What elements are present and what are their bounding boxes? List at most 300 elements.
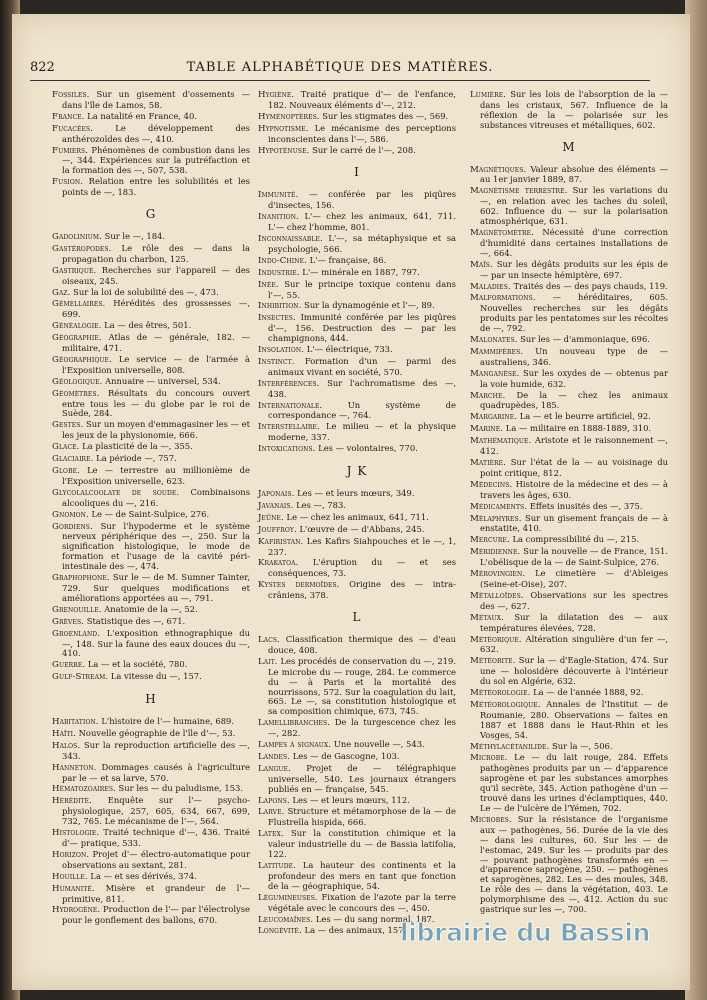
entry-text: Combinaisons alcooliques du —, 216. [62, 486, 250, 508]
index-entry [52, 321, 250, 332]
index-entry [52, 629, 250, 660]
page-header [30, 60, 650, 81]
letter-heading: I [354, 165, 360, 180]
entry-term: Mérovingien. [470, 569, 526, 580]
entry-term: Marche. [470, 390, 506, 401]
entry-text: Observations sur les spectres des —, 627. [480, 589, 669, 611]
entry-term: Lapons. [258, 795, 290, 806]
entry-term: Kafiristan. [258, 536, 304, 547]
index-entry [470, 815, 668, 915]
letter-heading: H [145, 692, 157, 707]
entry-text: Traités des — des pays chauds, 119. [513, 280, 668, 291]
index-entry [470, 186, 668, 227]
entry-term: Malonates. [470, 335, 518, 346]
letter-heading: L [352, 610, 362, 625]
index-entry [52, 522, 250, 573]
entry-text: Les — et leurs mœurs, 112. [292, 794, 410, 805]
entry-term: Géologique. [52, 376, 103, 387]
index-entry [470, 260, 668, 281]
index-entry [258, 657, 456, 717]
entry-text: Traité technique d'—, 436. Traité d'— pratique, 533. [62, 827, 250, 848]
entry-term: Inhibition. [258, 301, 302, 312]
entry-term: Hypoténuse. [258, 145, 310, 156]
entry-text: Le — terrestre au millionième de l'Exposition universelle, 623. [62, 465, 250, 486]
entry-term: Mathématique. [470, 436, 532, 447]
entry-term: Matière. [470, 458, 506, 468]
entry-term: Maladies. [470, 281, 511, 292]
entry-term: Médecins. [470, 479, 513, 490]
index-entry [52, 420, 250, 441]
entry-text: Sur les oxydes de — obtenus par la voie humide, 632. [480, 367, 668, 389]
index-entry [470, 535, 668, 546]
index-entry [258, 379, 456, 400]
entry-text: Sur la dilatation des — aux températures élevées, 728. [480, 611, 668, 633]
entry-text: — héréditaires, 605. Nouvelles recherches sur les dégâts produits par les pentatomes sur les récoltes de —, 792. [480, 292, 669, 334]
index-entry [258, 280, 456, 301]
entry-term: Histologie. [52, 828, 100, 839]
entry-term: Insectes. [258, 313, 296, 324]
entry-text: Recherches sur l'appareil — des oiseaux, 245. [62, 264, 250, 286]
entry-text: Les — et leurs mœurs, 349. [297, 488, 415, 498]
entry-text: Immunité conférée par les piqûres d'—, 156. Destruction des — par les champignons, 444. [268, 312, 456, 344]
entry-text: Sur la dynamogénie et l'—, 89. [304, 300, 435, 311]
entry-text: Statistique des —, 671. [86, 615, 186, 626]
index-entry [470, 228, 668, 259]
entry-text: Sur le —, 184. [104, 230, 166, 241]
entry-term: Hanneton. [52, 762, 97, 773]
entry-term: Gordiens. [52, 521, 93, 532]
entry-term: Gaz. [52, 287, 71, 298]
entry-term: Houille. [52, 871, 88, 882]
column-right [470, 90, 668, 916]
entry-text: Origine des — intra-crâniens, 378. [268, 579, 456, 601]
index-entry [258, 146, 456, 157]
index-entry [258, 893, 456, 914]
index-entry [52, 466, 250, 487]
index-entry [258, 635, 456, 656]
index-entry [52, 510, 250, 521]
entry-term: Latex. [258, 829, 284, 840]
entry-text: Les procédés de conservation du —, 219. Le microbe du — rouge, 284. Le commerce du — à Paris et la mortalité des nourrissons, 572. Sur la coagulation du lait, 665. Le —, sa constitution histologique et sa composition chimique, 673, 745. [268, 655, 456, 717]
entry-term: Japonais. [258, 489, 295, 499]
entry-term: Manganèse. [470, 368, 520, 379]
index-entry [52, 288, 250, 299]
entry-term: Méthylacétanilide. [470, 741, 550, 752]
entry-text: Le développement des anthérozoïdes des —, 410. [62, 122, 250, 144]
index-entry [258, 489, 456, 500]
entry-text: L'— minérale en 1887, 797. [302, 266, 420, 277]
entry-term: Fumiers. [52, 145, 89, 156]
entry-text: Résultats du concours ouvert entre tous les — du globe par le roi de Suède, 284. [62, 387, 250, 419]
index-entry [52, 146, 250, 177]
index-entry [258, 537, 456, 558]
entry-term: Industrie. [258, 267, 300, 278]
entry-term: Gastrique. [52, 265, 97, 276]
index-entry [470, 90, 668, 131]
index-entry [470, 514, 668, 535]
entry-text: Les — de Gascogne, 103. [292, 750, 400, 761]
entry-text: Relation entre les solubilités et les points de —, 183. [62, 176, 250, 198]
entry-text: Une nouvelle —, 543. [333, 739, 425, 750]
index-entry [52, 266, 250, 287]
index-entry [52, 299, 250, 320]
entry-term: Métalloïdes. [470, 590, 524, 601]
entry-term: Médicaments. [470, 501, 528, 512]
index-entry [470, 591, 668, 612]
index-entry [258, 268, 456, 279]
entry-term: Fucacées. [52, 123, 94, 134]
entry-term: Jouffroy. [258, 524, 297, 535]
index-entry [470, 436, 668, 457]
entry-text: La compressibilité du —, 215. [512, 534, 640, 545]
entry-term: Internationale. [258, 400, 323, 411]
entry-term: Géographie. [52, 333, 102, 344]
index-entry [258, 718, 456, 739]
entry-text: Sur les — d'ammoniaque, 696. [520, 334, 650, 345]
entry-text: Fixation de l'azote par la terre végétale avec le concours des —, 450. [268, 891, 456, 913]
entry-text: La natalité en France, 40. [87, 110, 197, 121]
index-entry [470, 335, 668, 346]
entry-text: Sur la nouvelle — de France, 151. L'obélisque de la — de Saint-Sulpice, 276. [480, 546, 668, 568]
entry-term: Magnétisme terrestre. [470, 186, 568, 197]
index-entry [258, 422, 456, 443]
entry-text: Sur un moyen d'emmagasiner les — et les jeux de la physionomie, 666. [62, 419, 250, 441]
index-entry [470, 369, 668, 390]
index-entry [470, 502, 668, 513]
entry-text: La — et ses dérivés, 374. [90, 870, 197, 881]
entry-text: Traité pratique d'— de l'enfance, 182. Nouveaux éléments d'—, 212. [268, 89, 456, 110]
index-entry [258, 861, 456, 892]
index-entry [52, 672, 250, 683]
entry-term: Lampes à signaux. [258, 740, 332, 751]
entry-term: Grenouille. [52, 604, 102, 615]
entry-text: Le — chez les animaux, 641, 711. [286, 511, 429, 522]
index-entry [52, 232, 250, 243]
entry-text: Le — de Saint-Sulpice, 276. [91, 508, 210, 519]
index-entry [258, 401, 456, 422]
entry-term: Margarine. [470, 412, 518, 423]
entry-term: Gadolinium. [52, 231, 102, 242]
entry-term: Glace. [52, 442, 80, 453]
entry-term: Météorique. [470, 634, 522, 645]
entry-term: Magnétiques. [470, 164, 527, 175]
index-entry [258, 580, 456, 601]
index-entry [52, 177, 250, 198]
entry-term: Leucomaïnes. [258, 914, 314, 925]
entry-term: Météorologique. [470, 699, 541, 710]
page-title: TABLE ALPHABÉTIQUE DES MATIÈRES. [186, 60, 494, 75]
index-entry [470, 293, 668, 334]
entry-term: Microbes. [470, 814, 512, 825]
index-entry [52, 828, 250, 849]
index-entry [258, 357, 456, 378]
entry-text: Sur le principe toxique contenu dans l'—, 55. [268, 278, 456, 300]
entry-term: Krakatoa. [258, 558, 299, 569]
entry-term: Microbe. [470, 753, 508, 764]
entry-term: Kystes dermoïdes. [258, 580, 340, 591]
entry-text: Annuaire — universel, 534. [105, 375, 221, 386]
entry-term: Haïti. [52, 728, 76, 739]
entry-term: Javanais. [258, 500, 294, 511]
entry-text: Nouvelle géographie de l'île d'—, 53. [78, 727, 236, 738]
entry-term: Météorite. [470, 656, 516, 667]
entry-term: Mercure. [470, 535, 510, 546]
entry-text: Sur la — d'Eagle-Station, 474. Sur une — holosidère découverte à l'intérieur du sol en Algérie, 632. [480, 655, 669, 687]
index-entry [52, 90, 250, 111]
index-entry [258, 829, 456, 860]
entry-text: Le milieu — et la physique moderne, 337. [268, 421, 457, 443]
entry-text: Sur la —, 506. [552, 740, 613, 751]
entry-text: Dommages causés à l'agriculture par le — et sa larve, 570. [62, 761, 250, 783]
entry-text: L'exposition ethnographique du —, 148. Sur la faune des eaux douces du —, 410. [62, 627, 250, 659]
index-entry [52, 573, 250, 604]
index-entry [470, 391, 668, 412]
entry-term: Géographique. [52, 354, 112, 365]
entry-term: Langue. [258, 763, 291, 774]
entry-text: Les — volontaires, 770. [318, 443, 418, 454]
column-middle [258, 90, 456, 938]
index-entry [258, 558, 456, 579]
entry-text: Misère et grandeur de l'— primitive, 811. [62, 882, 251, 904]
entry-term: Malformations. [470, 293, 536, 304]
index-entry [258, 112, 456, 123]
entry-text: Sur les dégâts produits sur les épis de — par un insecte hémiptère, 697. [480, 258, 668, 280]
index-entry [52, 617, 250, 628]
entry-text: Hérédités des grossesses —, 699. [62, 298, 251, 320]
index-entry [52, 112, 250, 123]
index-entry [52, 355, 250, 376]
entry-term: Métaux. [470, 612, 504, 623]
entry-term: Météorologie. [470, 688, 531, 699]
index-entry [52, 796, 250, 827]
entry-text: Sur la loi de solubilité des —, 473. [73, 286, 219, 297]
entry-text: Sur un gisement français de — à enstatite, 410. [480, 512, 668, 534]
entry-term: Magnétomètre. [470, 227, 534, 238]
index-entry [470, 480, 668, 501]
entry-text: Anatomie de la —, 52. [104, 603, 198, 614]
entry-text: Aristote et le raisonnement —, 412. [480, 435, 668, 457]
entry-term: Hydrogène. [52, 905, 101, 916]
index-entry [52, 454, 250, 465]
entry-text: Phénomènes de combustion dans les —, 344. Expériences sur la putréfaction et la formation des —, 507, 538. [62, 144, 250, 176]
index-entry [52, 741, 250, 762]
index-entry [258, 256, 456, 267]
index-entry [52, 377, 250, 388]
index-entry [470, 753, 668, 813]
entry-term: Lumière. [470, 90, 507, 100]
index-entry [258, 501, 456, 512]
index-entry [258, 212, 456, 233]
entry-text: Nécessité d'une correction d'humidité dans certaines installations de —, 664. [480, 226, 668, 258]
entry-text: De la turgescence chez les —, 282. [268, 717, 456, 739]
entry-term: Globe. [52, 466, 80, 476]
entry-text: La — militaire en 1888-1889, 310. [505, 423, 652, 434]
index-entry [470, 458, 668, 479]
entry-term: Géomètres. [52, 388, 100, 399]
entry-text: Le service — de l'armée à l'Exposition universelle, 808. [62, 353, 250, 375]
index-entry [258, 301, 456, 312]
entry-text: Annales de l'Institut — de Roumanie, 280. Observations — faites en 1887 et 1888 dans le Haut-Rhin et les Vosges, 54. [480, 698, 668, 740]
entry-text: L'œuvre de — d'Abbans, 245. [299, 523, 425, 534]
index-entry [258, 345, 456, 356]
letter-heading: G [145, 207, 157, 222]
entry-text: L'— française, 86. [309, 254, 387, 265]
entry-text: — conférée par les piqûres d'insectes, 156. [268, 189, 456, 211]
entry-text: Sur les lois de l'absorption de la — dans les cristaux, 567. Influence de la réflexion de la — polarisée sur les substances vitreuses et métalliques, 602. [480, 89, 668, 130]
index-entry [258, 234, 456, 255]
entry-text: Sur l'hypoderme et le système nerveux périphérique des —, 250. Sur la signification histologique, le mode de formation et l'usage de la cavité péri-intestinale des —, 474. [62, 520, 251, 572]
entry-text: Sur les — du paludisme, 153. [118, 783, 244, 794]
entry-text: L'— chez les animaux, 641, 711. L'— chez l'homme, 801. [268, 211, 456, 233]
entry-text: Sur les variations du —, en relation avec les taches du soleil, 602. Influence du — sur la polarisation atmosphérique, 631. [480, 185, 668, 227]
entry-term: France. [52, 111, 85, 122]
entry-text: Projet d'— électro-automatique pour observations au sextant, 281. [62, 848, 250, 870]
watermark-text: librairie du Bassin [400, 918, 651, 947]
entry-term: Interstellaire. [258, 422, 320, 433]
entry-term: Lamellibranches. [258, 718, 331, 729]
entry-text: Le mécanisme des perceptions inconscientes dans l'—, 586. [268, 122, 456, 144]
entry-text: Histoire de la médecine et des — à travers les âges, 630. [480, 478, 668, 500]
entry-text: Structure et métamorphose de la — de Flustrella hispida, 666. [268, 806, 456, 828]
entry-text: La plasticité de la —, 355. [82, 441, 193, 452]
entry-text: Sur le carré de l'—, 208. [312, 144, 416, 155]
entry-term: Halos. [52, 740, 81, 751]
entry-term: Intoxications. [258, 444, 316, 455]
entry-term: Inée. [258, 279, 279, 290]
entry-term: Grèves. [52, 616, 85, 627]
entry-term: Glycolalcoolate de soude. [52, 487, 180, 498]
entry-text: Les —, 783. [296, 499, 346, 510]
entry-term: Latitude. [258, 861, 296, 871]
entry-term: Inanition. [258, 212, 299, 223]
index-entry [470, 635, 668, 656]
entry-term: Instinct. [258, 356, 295, 367]
entry-term: Inconnaissable. [258, 233, 323, 244]
index-entry [52, 729, 250, 740]
entry-text: Enquête sur l'— psycho-physiologique, 257, 605, 634, 667, 699, 732, 765. Le mécanisme de l'—, 564. [62, 795, 250, 827]
entry-text: La période —, 757. [96, 453, 177, 464]
entry-text: De la — chez les animaux quadrupèdes, 185. [480, 389, 668, 411]
index-entry [52, 333, 250, 354]
index-entry [470, 282, 668, 293]
entry-term: Jeûne. [258, 512, 284, 523]
entry-term: Hygiène. [258, 90, 295, 100]
entry-term: Horizon. [52, 849, 90, 860]
entry-term: Maïs. [470, 259, 493, 270]
entry-term: Guerre. [52, 660, 86, 671]
entry-term: Interférences. [258, 378, 320, 389]
index-entry [470, 688, 668, 699]
entry-term: Lait. [258, 656, 278, 667]
entry-text: Production de l'— par l'électrolyse pour le gonflement des ballons, 670. [62, 904, 251, 926]
entry-term: Mammifères. [470, 346, 524, 357]
entry-text: Projet de — télégraphique universelle, 540. Les journaux étrangers publiés en — française, 545. [268, 762, 456, 794]
entry-term: Hématozoaires. [52, 784, 116, 795]
entry-term: Gestes. [52, 420, 84, 431]
page-number: 822 [30, 60, 55, 75]
entry-term: Légumineuses. [258, 892, 318, 903]
entry-text: Effets inusités des —, 375. [529, 500, 643, 511]
entry-term: Graphophone. [52, 573, 110, 584]
index-entry [52, 442, 250, 453]
entry-text: La — des êtres, 501. [104, 320, 192, 331]
index-entry [52, 884, 250, 905]
entry-text: Sur la reproduction artificielle des —, 343. [62, 739, 251, 761]
entry-text: L'éruption du — et ses conséquences, 73. [268, 557, 456, 579]
entry-text: Atlas de — générale, 182. — militaire, 471. [62, 332, 250, 354]
entry-term: Hyménoptères. [258, 111, 320, 122]
index-entry [470, 424, 668, 435]
index-entry [470, 656, 668, 687]
entry-text: Le rôle des — dans la propagation du charbon, 125. [62, 242, 251, 264]
index-entry [52, 244, 250, 265]
entry-text: La — et la société, 780. [87, 659, 188, 670]
entry-term: Groenland. [52, 628, 101, 639]
index-entry [258, 313, 456, 344]
entry-text: Sur la constitution chimique et la valeur industrielle du — de Bassia latifolia, 122. [268, 828, 456, 860]
entry-text: La — et le beurre artificiel, 92. [519, 411, 651, 422]
entry-text: La — des animaux, 157. [304, 925, 407, 936]
index-entry [470, 547, 668, 568]
entry-text: La — de l'année 1888, 92. [533, 687, 644, 698]
entry-text: Le cimetière — d'Ableiges (Seine-et-Oise), 207. [480, 568, 668, 589]
entry-term: Généalogie. [52, 321, 102, 332]
index-entry [258, 764, 456, 795]
index-entry [52, 660, 250, 671]
index-entry [52, 850, 250, 871]
entry-term: Landes. [258, 751, 291, 762]
letter-heading: M [562, 139, 576, 154]
entry-term: Immunité. [258, 190, 299, 201]
index-entry [52, 717, 250, 728]
index-entry [52, 124, 250, 145]
entry-term: Gastéropodes. [52, 243, 112, 254]
entry-term: Humanité. [52, 883, 95, 894]
index-entry [52, 763, 250, 784]
index-entry [470, 165, 668, 186]
entry-text: Altération singulière d'un fer —, 632. [480, 633, 668, 655]
entry-term: Hypnotisme. [258, 123, 309, 134]
entry-text: Sur l'état de la — au voisinage du point critique, 812. [480, 457, 668, 478]
entry-term: Fusion. [52, 177, 84, 188]
entry-text: Sur un gisement d'ossements — dans l'île de Lamos, 58. [62, 89, 250, 110]
entry-term: Lacs. [258, 634, 280, 645]
index-entry [52, 784, 250, 795]
entry-term: Habitation. [52, 717, 99, 728]
entry-term: Gémellaires. [52, 299, 106, 310]
entry-term: Mélaphyres. [470, 513, 522, 524]
index-entry [258, 124, 456, 145]
entry-text: Classification thermique des — d'eau douce, 408. [268, 633, 456, 655]
entry-text: L'— électrique, 733. [306, 344, 393, 355]
entry-text: Le — du lait rouge, 284. Effets pathogènes produits par un — d'apparence saprogène et par les substances amorphes qu'il secrète, 345. Action pathogène d'un — trouvé dans les urines d'éclamptiques, 440. Le — de l'ulcère de l'Yémen, 702. [480, 752, 668, 813]
index-entry [470, 742, 668, 753]
entry-term: Glaciaire. [52, 454, 94, 465]
entry-text: Sur les stigmates des —, 569. [322, 110, 449, 121]
entry-term: Fossiles. [52, 90, 90, 100]
entry-text: Les Kafirs Siahpouches et le —, 1, 237. [268, 535, 456, 557]
column-left [52, 90, 250, 927]
index-entry [258, 752, 456, 763]
entry-term: Larve. [258, 807, 285, 818]
entry-text: L'—, sa métaphysique et sa psychologie, 566. [268, 232, 456, 254]
index-entry [258, 190, 456, 211]
index-entry [470, 569, 668, 590]
index-entry [258, 796, 456, 807]
entry-term: Hérédité. [52, 796, 92, 807]
index-entry [258, 90, 456, 111]
index-entry [258, 740, 456, 751]
